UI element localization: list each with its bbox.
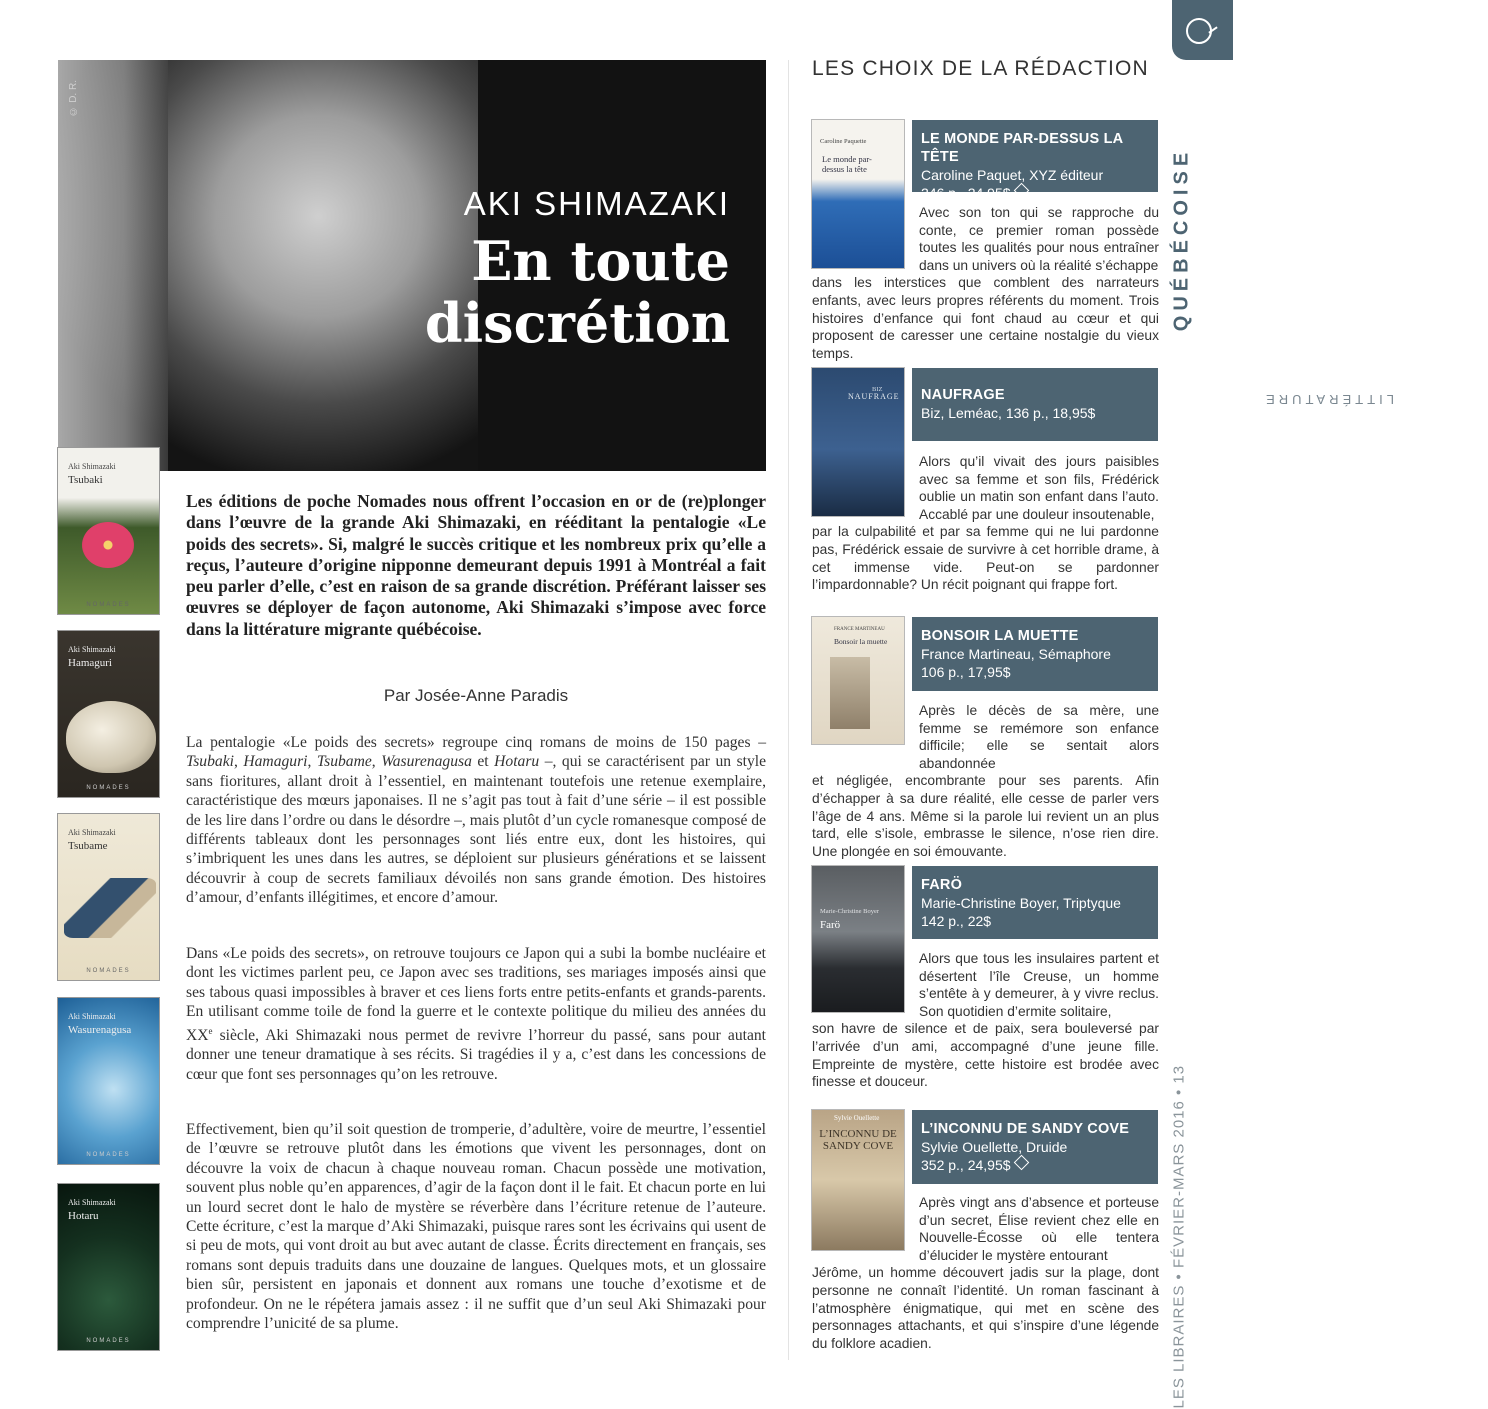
article-paragraph-3: Effectivement, bien qu’il soit question de tromperie, d’adultère, voire de meurtre, l’essentiel de l’œuvre se retrouve plutôt dans les émotions que vivent les personnages, dont on découvre la voix de chacun à chaque nouveau roman. Chacun possède une motivation, souvent plus noble qu’en apparences, d’agir de la façon dont il le fait. Et chacun porte en lui un lourd secret dont le halo de mystère se réverbère dans l’écriture retenue de l’auteure. Cette écriture, c’est la marque d’Aki Shimazaki, puisque rares sont les écrivains qui usent de si peu de mots, qui vont droit au but avec autant de classe. Écrits directement en français, ses romans sont depuis traduits dans une douzaine de langues. Quelques mots, et un glossaire bien sûr, persistent en japonais et donnent aux romans une touche d’exotisme et de profondeur. On ne le répétera jamais assez : il ne suffit que d’un seul Aki Shimazaki pour comprendre l’unicité de sa plume. (186, 1121, 766, 1333)
book-title: Hotaru (494, 753, 540, 771)
hero-banner (58, 60, 766, 471)
cover-tsubaki (58, 448, 159, 614)
superscript: e (208, 1025, 213, 1036)
pick-meta-price: 106 p., 17,95$ (921, 664, 1011, 680)
cover-swallow-art (64, 878, 156, 938)
pick-review-5 (812, 1194, 1159, 1352)
pick-info-5 (912, 1110, 1158, 1184)
paragraph-text: La pentalogie «Le poids des secrets» regroupe cinq romans de moins de 150 pages – (186, 734, 766, 751)
pick-title: BONSOIR LA MUETTE (921, 628, 1079, 644)
pick-cover-title: L’INCONNU DE SANDY COVE (819, 1128, 897, 1152)
pick-review-1 (812, 204, 1159, 362)
pick-cover-author: Marie-Christine Boyer (820, 908, 880, 915)
author-photo-window (58, 60, 168, 471)
pick-cover-title: Farö (820, 919, 841, 931)
pick-price: 352 p., 24,95$ (921, 1157, 1011, 1173)
cover-hamaguri (58, 631, 159, 797)
hero-title (310, 230, 730, 354)
separator: , (371, 753, 382, 771)
price-badge-icon (1013, 183, 1029, 199)
section-logo-icon (1186, 18, 1212, 44)
cover-title: Wasurenagusa (68, 1024, 132, 1036)
article-paragraph-1 (186, 733, 766, 908)
pick-title: FARÖ (921, 877, 963, 893)
pick-info-4 (912, 866, 1158, 939)
article-byline: Par Josée-Anne Paradis (383, 686, 569, 705)
pick-cover-title: Le monde par-dessus la tête (822, 154, 872, 174)
paragraph-text: siècle, Aki Shimazaki nous permet de revivre l’horreur du passé, sans pour autant donner une teneur dramatique à ses récits. Si tragédies il y a, c’est dans les concessions de cœur que font ses personnages qu’on les retrouve. (186, 1026, 766, 1083)
book-title: Tsubaki (186, 753, 234, 771)
book-title: Tsubame (316, 753, 372, 771)
cover-flower-art (82, 522, 134, 568)
cover-title: Tsubame (68, 840, 108, 852)
pick-cover-author: BIZ (872, 386, 883, 393)
cover-author: Aki Shimazaki (68, 1198, 116, 1207)
cover-publisher: NOMADES (86, 1338, 131, 1344)
issue-label-text: LES LIBRAIRES • FÉVRIER-MARS 2016 • 13 (1170, 1064, 1188, 1409)
pick-meta: Sylvie Ouellette, Druide (921, 1139, 1068, 1155)
pick-review-indented: Alors que tous les insulaires partent et désertent l’île Creuse, un homme s’entête à y demeurer, à y vivre reclus. Son quotidien d’ermite solitaire, (919, 951, 1159, 1019)
cover-author: Aki Shimazaki (68, 645, 116, 654)
pick-cover-title: NAUFRAGE (848, 392, 900, 401)
picks-heading: LES CHOIX DE LA RÉDACTION (812, 57, 1149, 80)
separator: et (471, 753, 495, 771)
cover-shell-art (66, 701, 156, 773)
cover-publisher: NOMADES (86, 602, 131, 608)
article-paragraph-2 (186, 944, 766, 1084)
pick-meta: Biz, Leméac, 136 p., 18,95$ (921, 405, 1096, 421)
cover-hotaru (58, 1184, 159, 1350)
price-badge-icon (1013, 1155, 1029, 1171)
column-divider (788, 60, 789, 1360)
cover-author: Aki Shimazaki (68, 828, 116, 837)
pick-meta-price: 142 p., 22$ (921, 913, 992, 929)
photo-credit: © D. R. (68, 80, 79, 117)
pick-cover-title: Bonsoir la muette (834, 637, 888, 646)
pick-price: 246 p., 24,95$ (921, 185, 1011, 201)
pick-title: NAUFRAGE (921, 387, 1005, 403)
pick-meta: Caroline Paquet, XYZ éditeur (921, 167, 1104, 183)
separator: , (307, 753, 317, 771)
pick-info-2 (912, 368, 1158, 441)
pick-meta-price (921, 184, 1148, 202)
book-title: Wasurenagusa (381, 753, 472, 771)
cover-title: Hotaru (68, 1210, 99, 1222)
pick-review-full: et négligée, encombrante pour ses parents. Afin d’échapper à sa dure réalité, elle cesse de parler vers l’âge de 4 ans. Même si la parole lui revient un an plus tard, elle s’isole, embrasse le silence, n’ose rien dire. Une plongée en soi émouvante. (812, 773, 1159, 859)
cover-publisher: NOMADES (86, 968, 131, 974)
pick-info-1 (912, 120, 1158, 201)
paragraph-text: Dans «Le poids des secrets», on retrouve toujours ce Japon qui a subi la bombe nucléaire et dont les victimes parlent peu, ce Japon avec ses traditions, ses mariages imposés ainsi que ses tabous quasi impossibles à braver et ces liens forts entre petits-enfants et grands-parents. En utilisant comme toile de fond la guerre et le contexte politique du milieu des années du XX (186, 945, 766, 1044)
pick-cover-author: FRANCE MARTINEAU (834, 627, 885, 632)
pick-cover-author: Sylvie Ouellette (834, 1114, 880, 1122)
section-corner-tab (1172, 0, 1233, 60)
cover-author: Aki Shimazaki (68, 462, 116, 471)
cover-title: Hamaguri (68, 657, 112, 669)
pick-review-3 (812, 702, 1159, 860)
pick-cover-author: Caroline Paquette (820, 138, 867, 145)
separator: , (233, 753, 244, 771)
pick-meta: France Martineau, Sémaphore (921, 646, 1111, 662)
paragraph-text: –, qui se caractérisent par un style sans fioritures, allant droit à l’essentiel, en maintenant toutefois une retenue exemplaire, caractéristique des mœurs japonaises. Il ne s’agit pas tout à fait d’une série – il est possible de les lire dans l’ordre ou dans le désordre –, mais plutôt d’un cycle romanesque composé de différents tableaux dont les personnages sont liés entre eux, dont les histoires, qui s’imbriquent les unes dans les autres, se déploient sur plusieurs générations et se laissent découvrir à coup de secrets familiaux dévoilés non sans grande émotion. Des histoires d’amour, d’enfants illégitimes, et encore d’amour. (186, 753, 767, 907)
pick-review-indented: Après vingt ans d’absence et porteuse d’un secret, Élise revient chez elle en Nouvelle-Écosse où elle tentera d’élucider le mystère entourant (919, 1195, 1159, 1263)
article-lead: Les éditions de poche Nomades nous offrent l’occasion en or de (re)plonger dans l’œuvre de la grande Aki Shimazaki, en rééditant la pentalogie «Le poids des secrets». Si, malgré le succès critique et les nombreux prix qu’elle a reçus, l’auteure d’origine nipponne demeurant depuis 1991 à Montréal a fait peu parler d’elle, c’est en raison de sa grande discrétion. Préférant laisser ses œuvres se déployer de façon autonome, Aki Shimazaki s’impose avec force dans la littérature migrante québécoise. (186, 491, 766, 639)
pick-title: LE MONDE PAR-DESSUS LA TÊTE (921, 131, 1123, 165)
hero-title-line1: En toute (471, 229, 730, 293)
pick-review-indented: Alors qu’il vivait des jours paisibles avec sa femme et son fils, Frédérick oublie un matin son enfant dans l’auto. Accablé par une douleur insoutenable, (919, 454, 1159, 522)
book-title: Hamaguri (243, 753, 308, 771)
pick-title: L’INCONNU DE SANDY COVE (921, 1121, 1130, 1137)
cover-title: Tsubaki (68, 474, 103, 486)
pick-info-3 (912, 617, 1158, 691)
pick-review-full: par la culpabilité et par sa femme qui ne lui pardonne pas, Frédérick essaie de survivre à cet horrible drame, à cet immense vide. Peut-on se pardonner l’impardonnable? Un récit poignant qui frappe fort. (812, 524, 1159, 593)
cover-publisher: NOMADES (86, 785, 131, 791)
cover-author: Aki Shimazaki (68, 1012, 116, 1021)
pick-review-full: dans les interstices que comblent des narrateurs enfants, avec leurs propres référents du moment. Trois histoires d’enfance qui font chaud au cœur et qui proposent de caresser une certaine nostalgie du vieux temps. (812, 275, 1159, 361)
hero-title-line2: discrétion (424, 291, 730, 355)
pick-review-full: son havre de silence et de paix, sera bouleversé par l’arrivée d’un ami, accompagné d’une jeune fille. Empreinte de mystère, cette histoire est brodée avec finesse et douceur. (812, 1021, 1159, 1090)
cover-tsubame (58, 814, 159, 980)
section-label-text: LITTÉRATURE (1262, 392, 1394, 407)
cover-wasurenagusa (58, 998, 159, 1164)
cover-publisher: NOMADES (86, 1152, 131, 1158)
pick-meta-price (921, 1156, 1148, 1174)
pick-review-2 (812, 453, 1159, 594)
pick-meta: Marie-Christine Boyer, Triptyque (921, 895, 1121, 911)
hero-author-name: AKI SHIMAZAKI (463, 185, 730, 222)
pick-review-indented: Avec son ton qui se rapproche du conte, ce premier roman possède toutes les qualités pour nous entraîner dans un univers où la réalité s’échappe (919, 205, 1159, 273)
pick-review-full: Jérôme, un homme découvert jadis sur la plage, dont personne ne connaît l’identité. Un roman fascinant à l’atmosphère énigmatique, qui met en scène des personnages attachants, et qui s’inspire d’une légende du folklore acadien. (812, 1265, 1159, 1351)
section-label-highlight: QUÉBÉCOISE (1170, 147, 1193, 332)
pick-review-4 (812, 950, 1159, 1091)
pick-review-indented: Après le décès de sa mère, une femme se remémore son enfance difficile; elle se sentait alors abandonnée (919, 703, 1159, 771)
